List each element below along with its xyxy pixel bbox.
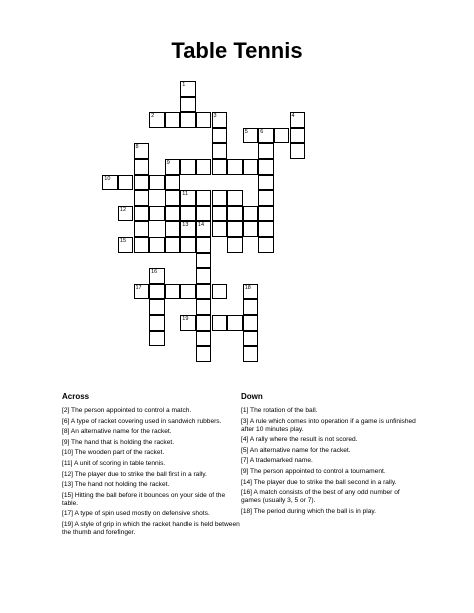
grid-cell[interactable] — [118, 175, 134, 191]
across-clue: [11] A unit of scoring in table tennis. — [62, 459, 166, 467]
grid-cell[interactable] — [165, 112, 181, 128]
grid-cell[interactable] — [134, 175, 150, 191]
grid-cell[interactable] — [134, 284, 150, 300]
across-clue: [19] A style of grip in which the racket handle is held between the thumb and forefinger. — [62, 520, 240, 536]
grid-cell[interactable] — [290, 112, 306, 128]
clue-number: 4 — [291, 113, 295, 120]
grid-cell[interactable] — [165, 159, 181, 175]
clue-number: 12 — [119, 206, 127, 213]
grid-cell[interactable] — [149, 299, 165, 315]
grid-cell[interactable] — [227, 206, 243, 222]
clue-number: 17 — [135, 284, 142, 291]
grid-cell[interactable] — [180, 284, 196, 300]
grid-cell[interactable] — [102, 175, 118, 191]
grid-cell[interactable] — [227, 315, 243, 331]
grid-cell[interactable] — [243, 299, 259, 315]
clue-number: 3 — [213, 113, 217, 120]
grid-cell[interactable] — [196, 237, 212, 253]
grid-cell[interactable] — [227, 190, 243, 206]
grid-cell[interactable] — [212, 143, 228, 159]
down-clue: [4] A rally where the result is not scored. — [241, 436, 358, 444]
across-clue: [12] The player due to strike the ball first in a rally. — [62, 470, 207, 478]
grid-cell[interactable] — [243, 331, 259, 347]
clue-number: 13 — [182, 222, 189, 229]
down-clues — [241, 407, 421, 518]
grid-cell[interactable] — [258, 190, 274, 206]
down-clue: [9] The person appointed to control a tournament. — [241, 467, 386, 475]
across-clue: [17] A type of spin used mostly on defensive shots. — [62, 510, 210, 518]
grid-cell[interactable] — [212, 221, 228, 237]
grid-cell[interactable] — [180, 315, 196, 331]
grid-cell[interactable] — [243, 206, 259, 222]
grid-cell[interactable] — [196, 112, 212, 128]
grid-cell[interactable] — [243, 284, 259, 300]
grid-cell[interactable] — [149, 331, 165, 347]
clue-number: 2 — [151, 113, 155, 120]
across-heading: Across — [62, 392, 90, 401]
grid-cell[interactable] — [212, 206, 228, 222]
grid-cell[interactable] — [196, 253, 212, 269]
grid-cell[interactable] — [196, 331, 212, 347]
grid-cell[interactable] — [118, 206, 134, 222]
grid-cell[interactable] — [118, 237, 134, 253]
grid-cell[interactable] — [258, 128, 274, 144]
grid-cell[interactable] — [149, 284, 165, 300]
clue-number: 19 — [182, 316, 189, 322]
clue-number: 16 — [151, 269, 158, 276]
clue-number: 9 — [166, 160, 170, 166]
grid-cell[interactable] — [134, 190, 150, 206]
grid-cell[interactable] — [196, 346, 212, 362]
grid-cell[interactable] — [212, 159, 228, 175]
grid-cell[interactable] — [258, 143, 274, 159]
across-clue: [2] The person appointed to control a match. — [62, 407, 192, 414]
grid-cell[interactable] — [290, 143, 306, 159]
grid-cell[interactable] — [134, 237, 150, 253]
clue-number: 8 — [135, 144, 139, 151]
grid-cell[interactable] — [180, 81, 196, 97]
grid-cell[interactable] — [180, 190, 196, 206]
grid-cell[interactable] — [149, 175, 165, 191]
grid-cell[interactable] — [243, 315, 259, 331]
across-clue: [13] The hand not holding the racket. — [62, 481, 170, 489]
down-clue: [14] The player due to strike the ball second in a rally. — [241, 478, 397, 486]
grid-cell[interactable] — [212, 190, 228, 206]
grid-cell[interactable] — [149, 112, 165, 128]
grid-cell[interactable] — [258, 221, 274, 237]
down-clue: [3] A rule which comes into operation if a game is unfinished after 10 minutes play. — [241, 417, 416, 433]
grid-cell[interactable] — [227, 159, 243, 175]
grid-cell[interactable] — [165, 206, 181, 222]
clue-number: 18 — [244, 284, 251, 291]
grid-cell[interactable] — [149, 206, 165, 222]
grid-cell[interactable] — [149, 268, 165, 284]
clue-number: 10 — [104, 175, 111, 182]
grid-cell[interactable] — [134, 159, 150, 175]
grid-cell[interactable] — [212, 128, 228, 144]
grid-cell[interactable] — [196, 206, 212, 222]
page-title: Table Tennis — [171, 38, 303, 63]
down-clue: [7] A trademarked name. — [241, 457, 313, 465]
grid-cell[interactable] — [196, 299, 212, 315]
down-clue: [5] An alternative name for the racket. — [241, 446, 351, 454]
grid-cell[interactable] — [243, 221, 259, 237]
grid-cell[interactable] — [290, 128, 306, 144]
across-clue: [10] The wooden part of the racket. — [62, 449, 165, 457]
grid-cell[interactable] — [149, 237, 165, 253]
grid-cell[interactable] — [165, 237, 181, 253]
across-clue: [15] Hitting the ball before it bounces on your side of the table. — [62, 491, 226, 507]
clue-number: 5 — [244, 128, 248, 135]
down-clue: [18] The period during which the ball is in play. — [241, 507, 377, 515]
grid-cell[interactable] — [134, 221, 150, 237]
grid-cell[interactable] — [227, 221, 243, 237]
grid-cell[interactable] — [227, 237, 243, 253]
grid-cell[interactable] — [165, 175, 181, 191]
down-heading: Down — [241, 392, 263, 401]
grid-cell[interactable] — [196, 159, 212, 175]
grid-cell[interactable] — [165, 221, 181, 237]
grid-cell[interactable] — [180, 97, 196, 113]
grid-cell[interactable] — [196, 315, 212, 331]
down-clue: [16] A match consists of the best of any odd number of games (usually 3, 5 or 7). — [241, 489, 400, 505]
grid-cell[interactable] — [180, 237, 196, 253]
grid-cell[interactable] — [274, 128, 290, 144]
across-clue: [6] A type of racket covering used in sandwich rubbers. — [62, 417, 222, 425]
across-clue: [8] An alternative name for the racket. — [62, 428, 172, 436]
grid-cell[interactable] — [149, 315, 165, 331]
grid-cell[interactable] — [212, 284, 228, 300]
grid-cell[interactable] — [134, 143, 150, 159]
grid-cell[interactable] — [196, 190, 212, 206]
across-clues — [62, 407, 242, 540]
clue-number: 15 — [119, 238, 127, 244]
across-clue: [9] The hand that is holding the racket. — [62, 438, 175, 446]
grid-cell[interactable] — [258, 175, 274, 191]
grid-cell[interactable] — [196, 284, 212, 300]
clue-number: 6 — [260, 128, 264, 135]
grid-cell[interactable] — [258, 206, 274, 222]
grid-cell[interactable] — [196, 268, 212, 284]
clue-number: 14 — [197, 222, 205, 229]
grid-cell[interactable] — [134, 206, 150, 222]
clue-number: 11 — [182, 191, 189, 198]
grid-cell[interactable] — [243, 128, 259, 144]
grid-cell[interactable] — [180, 159, 196, 175]
grid-cell[interactable] — [180, 221, 196, 237]
grid-cell[interactable] — [243, 346, 259, 362]
grid-cell[interactable] — [165, 284, 181, 300]
grid-cell[interactable] — [258, 237, 274, 253]
grid-cell[interactable] — [180, 206, 196, 222]
grid-cell[interactable] — [165, 190, 181, 206]
grid-cell[interactable] — [212, 112, 228, 128]
down-clue: [1] The rotation of the ball. — [241, 407, 318, 414]
grid-cell[interactable] — [258, 159, 274, 175]
grid-cell[interactable] — [212, 315, 228, 331]
grid-cell[interactable] — [243, 159, 259, 175]
grid-cell[interactable] — [180, 112, 196, 128]
clue-number: 1 — [182, 82, 186, 88]
grid-cell[interactable] — [196, 221, 212, 237]
